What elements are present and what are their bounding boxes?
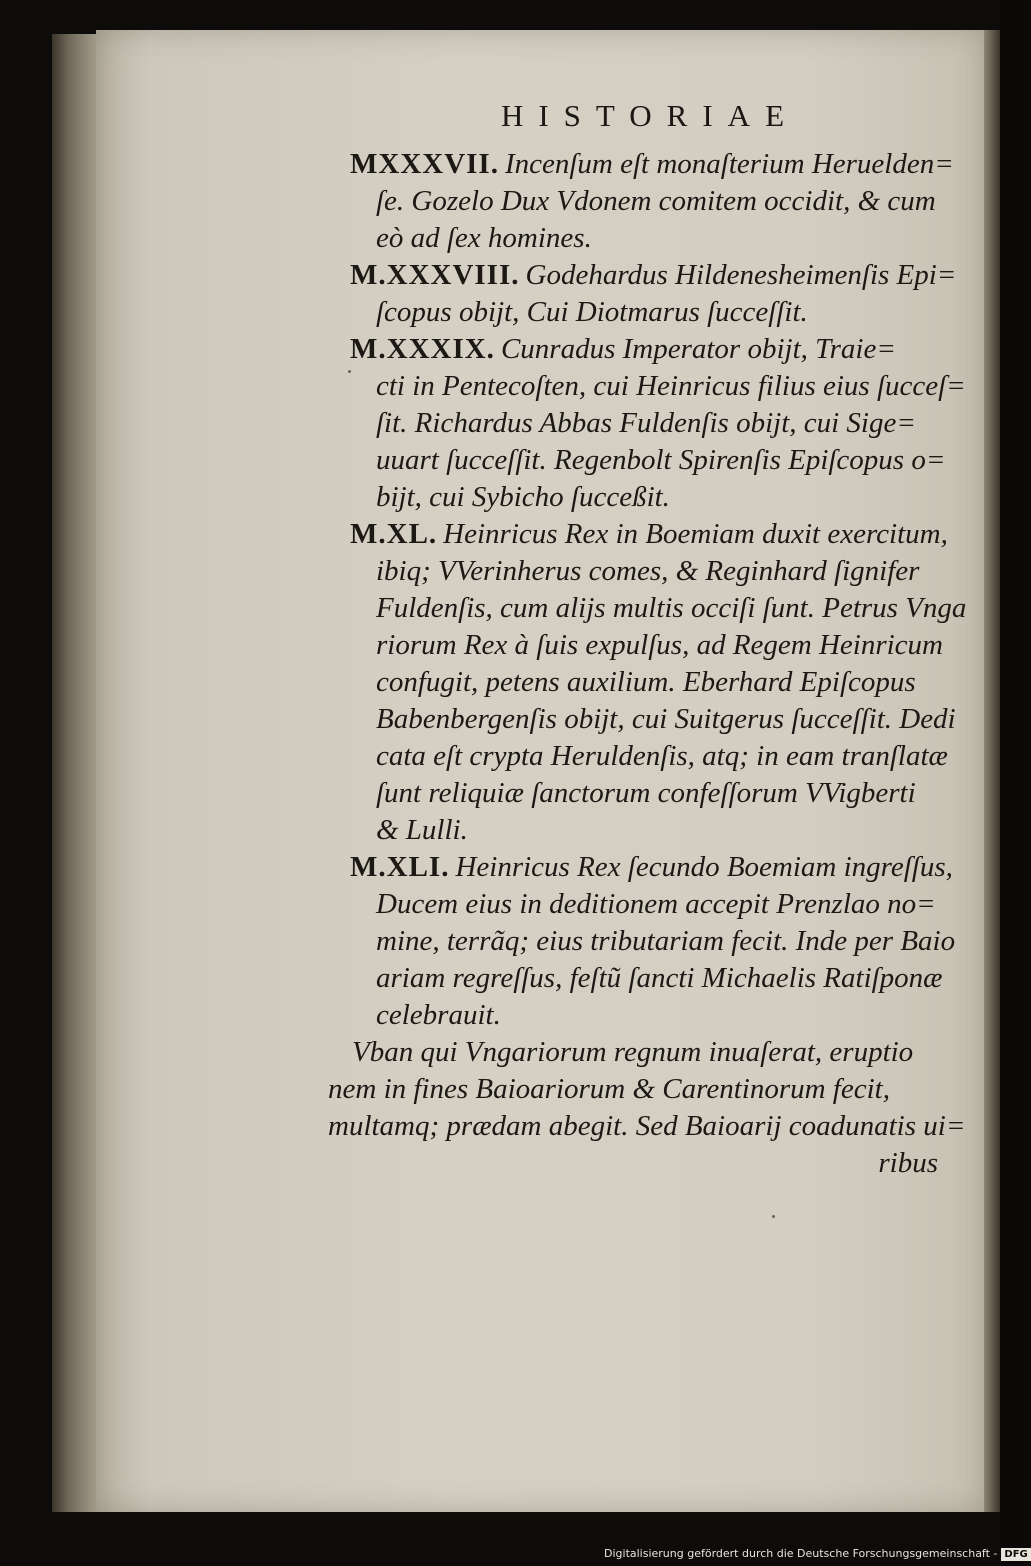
text-line: nem in fines Baioariorum & Carentinorum fecit, xyxy=(328,1073,890,1105)
year-label: M.XL. xyxy=(350,518,438,550)
text-line: cti in Pentecoſten, cui Heinricus filius eius ſucceſ= xyxy=(376,370,966,402)
year-label: M.XLI. xyxy=(350,851,450,883)
chronicle-entry xyxy=(328,516,967,849)
catchword: ribus xyxy=(878,1147,938,1179)
text-line: ariam regreſſus, feſtũ ſancti Michaelis Ratiſponæ xyxy=(376,962,943,994)
year-label: M.XXXVIII. xyxy=(350,259,520,291)
entry-first-line xyxy=(328,849,958,886)
entry-first-line xyxy=(328,331,958,368)
text-line: riorum Rex à ſuis expulſus, ad Regem Heinricum xyxy=(376,629,944,661)
text-line: Fuldenſis, cum alijs multis occiſi ſunt. Petrus Vnga xyxy=(376,592,967,624)
text-line: mine, terrãq; eius tributariam fecit. Inde per Baio xyxy=(376,925,956,957)
page-fore-edge xyxy=(52,34,96,1512)
text-line: Cunradus Imperator obijt, Traie= xyxy=(500,333,896,365)
chronicle-entry xyxy=(328,146,958,257)
text-line: Vban qui Vngariorum regnum inuaſerat, eruptio xyxy=(352,1036,914,1068)
text-line: Ducem eius in deditionem accepit Prenzlao no= xyxy=(376,888,936,920)
text-line: Incenſum eſt monaſterium Heruelden= xyxy=(504,148,954,180)
entry-first-line xyxy=(328,257,958,294)
text-line: celebrauit. xyxy=(376,999,501,1031)
text-line: ſe. Gozelo Dux Vdonem comitem occidit, & cum xyxy=(376,185,936,217)
text-line: Babenbergenſis obijt, cui Suitgerus ſucceſſit. Dedi xyxy=(376,703,956,735)
year-label: MXXXVII. xyxy=(350,148,499,180)
text-line: Godehardus Hildenesheimenſis Epi= xyxy=(525,259,957,291)
text-line: uuart ſucceſſit. Regenbolt Spirenſis Epiſcopus o= xyxy=(376,444,946,476)
text-line: bijt, cui Sybicho ſucceßit. xyxy=(376,481,670,513)
text-line: ſcopus obijt, Cui Diotmarus ſucceſſit. xyxy=(376,296,808,328)
text-line: cata eſt crypta Heruldenſis, atq; in eam tranſlatæ xyxy=(376,740,948,772)
paper-speck xyxy=(772,1215,775,1218)
funding-footer xyxy=(604,1547,1031,1563)
dfg-logo: DFG xyxy=(1001,1548,1030,1561)
running-head: HISTORIAE xyxy=(500,98,800,133)
text-line: ſunt reliquiæ ſanctorum confeſſorum VVigberti xyxy=(376,777,916,809)
text-line: & Lulli. xyxy=(376,814,468,846)
text-block xyxy=(328,146,967,1182)
text-line: eò ad ſex homines. xyxy=(376,222,592,254)
entry-first-line xyxy=(328,516,958,553)
entry-first-line xyxy=(328,146,958,183)
text-line: multamq; prædam abegit. Sed Baioarij coadunatis ui= xyxy=(328,1110,966,1142)
chronicle-entry xyxy=(328,331,966,516)
narrative-paragraph xyxy=(328,1034,966,1145)
text-line: ibiq; VVerinherus comes, & Reginhard ſignifer xyxy=(376,555,920,587)
gutter-shadow xyxy=(984,30,1000,1512)
text-line: Heinricus Rex ſecundo Boemiam ingreſſus, xyxy=(455,851,953,883)
chronicle-entry xyxy=(328,257,958,331)
text-line: confugit, petens auxilium. Eberhard Epiſcopus xyxy=(376,666,916,698)
text-line: ſit. Richardus Abbas Fuldenſis obijt, cui Sige= xyxy=(376,407,916,439)
year-label: M.XXXIX. xyxy=(350,333,495,365)
chronicle-entry xyxy=(328,849,958,1034)
footer-text: Digitalisierung gefördert durch die Deutsche Forschungsgemeinschaft - xyxy=(604,1547,998,1560)
text-line: Heinricus Rex in Boemiam duxit exercitum, xyxy=(443,518,948,550)
